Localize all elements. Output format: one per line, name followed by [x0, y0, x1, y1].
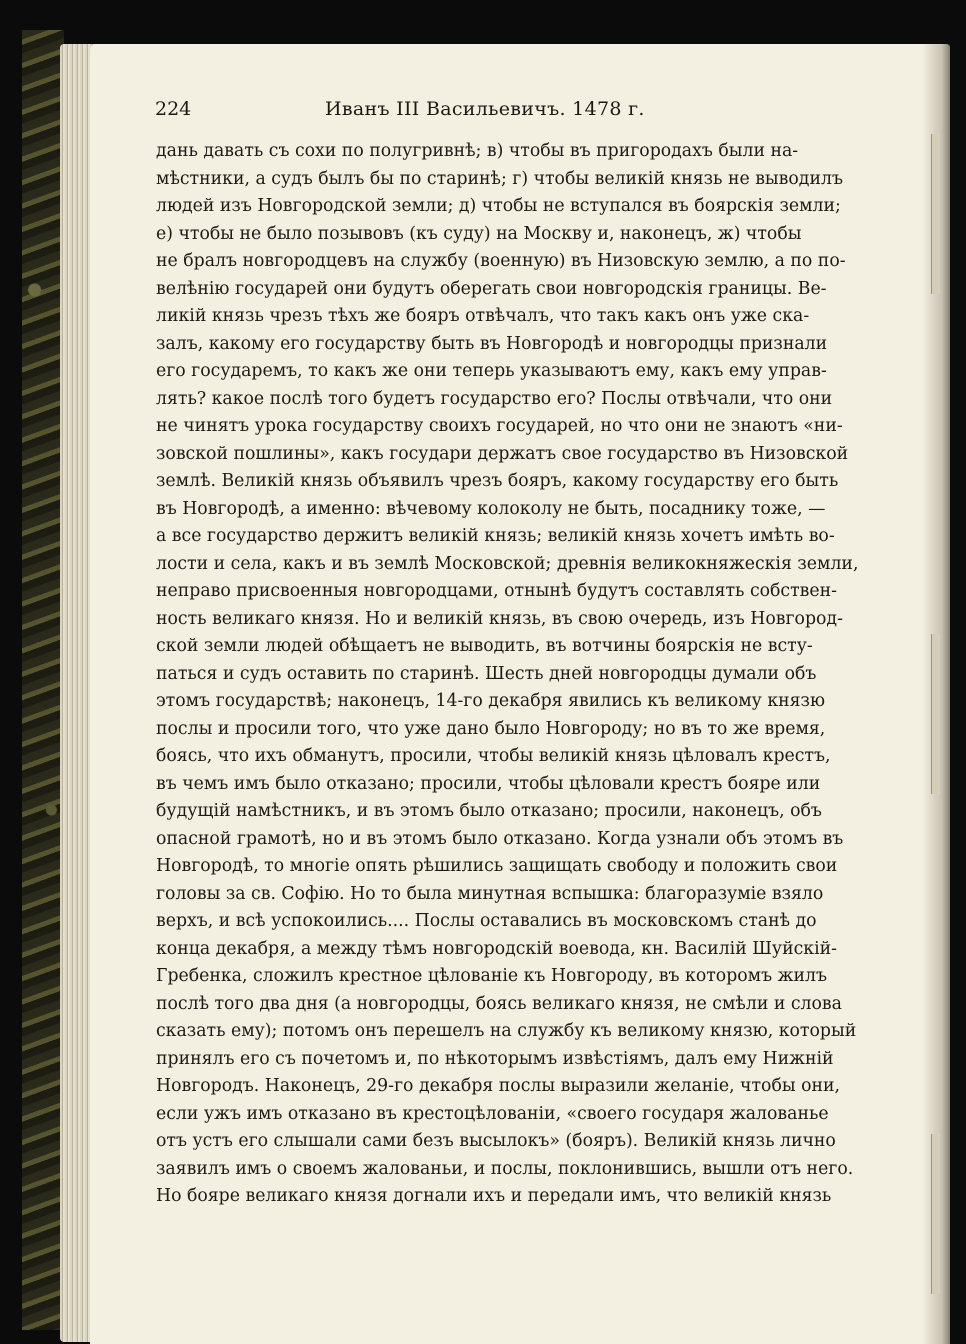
body-text — [156, 138, 859, 1211]
text-line: опасной грамотѣ, но и въ этомъ было отказано. Когда узнали объ этомъ въ — [156, 828, 844, 849]
text-line: головы за св. Софію. Но то была минутная вспышка: благоразуміе взяло — [156, 883, 824, 904]
text-line: людей изъ Новгородской земли; д) чтобы не вступался въ боярскія земли; — [156, 196, 841, 216]
text-line: ской земли людей обѣщаетъ не выводить, въ вотчины боярскія не всту- — [156, 636, 813, 656]
text-line: не бралъ новгородцевъ на службу (военную) въ Низовскую землю, а по по- — [156, 251, 846, 271]
text-line: паться и судъ оставить по старинѣ. Шесть дней новгородцы думали объ — [156, 663, 817, 684]
text-line: зовской пошлины», какъ государи держатъ свое государство въ Низовской — [156, 443, 849, 464]
text-line: заявилъ имъ о своемъ жалованьи, и послы, поклонившись, вышли отъ него. — [156, 1158, 854, 1179]
page-number: 224 — [155, 98, 192, 120]
text-line: ность великаго князя. Но и великій князь, въ свою очередь, изъ Новгород- — [156, 608, 843, 629]
page-tab-marker — [931, 1134, 940, 1294]
text-line: Но бояре великаго князя догнали ихъ и передали имъ, что великій князь — [156, 1186, 832, 1206]
text-line: принялъ его съ почетомъ и, по нѣкоторымъ извѣстіямъ, далъ ему Нижній — [156, 1048, 834, 1069]
page-tab-marker — [931, 634, 940, 794]
text-line: конца декабря, а между тѣмъ новгородскій воевода, кн. Василій Шуйскій- — [156, 938, 837, 959]
text-line: въ Новгородѣ, а именно: вѣчевому колоколу не быть, посаднику тоже, — — [156, 498, 826, 519]
text-line: лости и села, какъ и въ землѣ Московской; древнія великокняжескія земли, — [156, 553, 859, 574]
text-line: отъ устъ его слышали сами безъ высылокъ» (бояръ). Великій князь лично — [156, 1131, 836, 1151]
text-line: землѣ. Великій князь объявилъ чрезъ бояръ, какому государству его быть — [156, 471, 839, 491]
text-line: будущій намѣстникъ, и въ этомъ было отказано; просили, наконецъ, объ — [156, 801, 822, 821]
text-line: сказать ему); потомъ онъ перешелъ на службу къ великому князю, который — [156, 1021, 857, 1041]
text-line: верхъ, и всѣ успокоились.... Послы оставались въ московскомъ станѣ до — [156, 911, 817, 931]
book-cover-edge — [22, 30, 64, 1330]
page-tab-marker — [931, 134, 940, 294]
text-line: ликій князь чрезъ тѣхъ же бояръ отвѣчалъ, что такъ какъ онъ уже ска- — [156, 306, 810, 326]
text-line: этомъ государствѣ; наконецъ, 14-го декабря явились къ великому князю — [156, 691, 826, 711]
text-line: а все государство держитъ великій князь; великій князь хочетъ имѣть во- — [156, 526, 835, 546]
text-line: дань давать съ сохи по полугривнѣ; в) чтобы въ пригородахъ были на- — [156, 141, 799, 161]
text-line: неправо присвоенныя новгородцами, отнынѣ будутъ составлять собствен- — [156, 581, 837, 601]
text-line: если ужъ имъ отказано въ крестоцѣлованіи, «своего государя жалованье — [156, 1103, 829, 1124]
text-line: Новгородъ. Наконецъ, 29-го декабря послы выразили желаніе, чтобы они, — [156, 1076, 841, 1096]
text-line: боясь, что ихъ обманутъ, просили, чтобы великій князь цѣловалъ крестъ, — [156, 746, 831, 766]
text-line: велѣнію государей они будутъ оберегать свои новгородскія границы. Ве- — [156, 278, 827, 299]
text-line: Новгородѣ, то многіе опять рѣшились защищать свободу и положить свои — [156, 856, 838, 876]
text-line: лять? какое послѣ того будетъ государство его? Послы отвѣчали, что они — [156, 388, 833, 409]
text-line: залъ, какому его государству быть въ Новгородѣ и новгородцы признали — [156, 333, 828, 354]
page-header — [155, 98, 665, 128]
text-line: е) чтобы не было позывовъ (къ суду) на Москву и, наконецъ, ж) чтобы — [156, 223, 802, 244]
text-line: послы и просили того, что уже дано было Новгороду; но въ то же время, — [156, 718, 826, 739]
text-line: послѣ того два дня (а новгородцы, боясь великаго князя, не смѣли и слова — [156, 993, 842, 1014]
text-line: не чинятъ урока государству своихъ государей, но что они не знаютъ «ни- — [156, 416, 843, 436]
text-line: Гребенка, сложилъ крестное цѣлованіе къ Новгороду, въ которомъ жилъ — [156, 966, 827, 986]
text-line: его государемъ, то какъ же они теперь указываютъ ему, какъ ему управ- — [156, 361, 827, 381]
running-head: Иванъ III Васильевичъ. 1478 г. — [325, 98, 645, 120]
text-line: въ чемъ имъ было отказано; просили, чтобы цѣловали крестъ бояре или — [156, 773, 821, 794]
text-line: мѣстники, а судъ былъ бы по старинѣ; г) чтобы великій князь не выводилъ — [156, 168, 843, 189]
